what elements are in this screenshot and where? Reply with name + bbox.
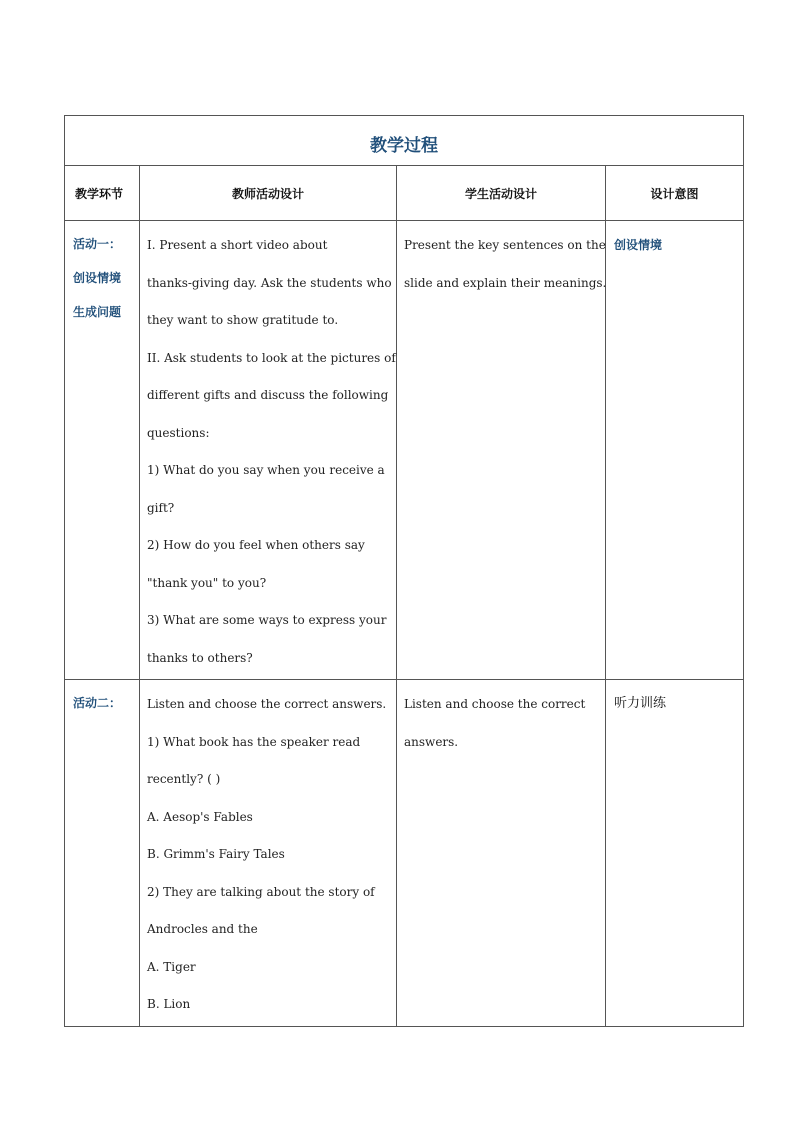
table-row	[65, 680, 744, 1027]
teacher-line: thanks to others?	[147, 650, 253, 665]
teacher-line: 3) What are some ways to express your	[147, 613, 387, 627]
table-title: 教学过程	[370, 136, 438, 156]
design-intent-cell: 听力训练	[606, 680, 744, 1027]
header-design-intent: 设计意图	[606, 166, 744, 221]
teacher-line: B. Grimm's Fairy Tales	[147, 847, 285, 861]
teaching-process-table	[64, 115, 744, 1027]
table-row	[65, 221, 744, 680]
teacher-line: A. Aesop's Fables	[147, 809, 253, 824]
stage-line: 活动二：	[73, 696, 122, 710]
student-line: Present the key sentences on the	[404, 238, 606, 252]
teacher-line: different gifts and discuss the following	[147, 388, 389, 402]
student-line: answers.	[404, 734, 459, 749]
student-activity-cell	[397, 680, 606, 1027]
teacher-line: 2) They are talking about the story of	[147, 884, 375, 899]
teacher-line: II. Ask students to look at the pictures of	[147, 350, 396, 365]
teacher-activity-cell	[140, 680, 397, 1027]
stage-line: 生成问题	[73, 305, 122, 319]
teacher-line: 1) What book has the speaker read	[147, 734, 361, 749]
stage-line: 创设情境	[73, 271, 122, 285]
design-intent-cell: 创设情境	[606, 221, 744, 680]
teacher-line: they want to show gratitude to.	[147, 313, 339, 327]
teacher-line: recently? ( )	[147, 772, 221, 786]
teacher-line: 1) What do you say when you receive a	[147, 463, 385, 477]
stage-line: 活动一：	[73, 237, 122, 251]
header-stage: 教学环节	[65, 166, 140, 221]
teacher-line: "thank you" to you?	[147, 575, 267, 590]
teacher-line: Androcles and the	[147, 922, 258, 936]
student-line: Listen and choose the correct	[404, 697, 586, 711]
stage-cell	[65, 680, 140, 1027]
stage-cell	[65, 221, 140, 680]
teacher-line: Listen and choose the correct answers.	[147, 697, 387, 711]
teacher-line: A. Tiger	[147, 959, 196, 974]
header-teacher-activity: 教师活动设计	[140, 166, 397, 221]
teacher-line: gift?	[147, 500, 175, 515]
student-activity-cell	[397, 221, 606, 680]
teacher-line: 2) How do you feel when others say	[147, 538, 365, 552]
header-student-activity: 学生活动设计	[397, 166, 606, 221]
teacher-line: questions:	[147, 425, 210, 440]
teacher-line: I. Present a short video about	[147, 238, 328, 252]
table-title-cell	[65, 116, 744, 166]
teacher-line: B. Lion	[147, 997, 191, 1011]
student-line: slide and explain their meanings.	[404, 275, 607, 290]
teacher-line: thanks-giving day. Ask the students who	[147, 275, 392, 290]
teacher-activity-cell	[140, 221, 397, 680]
